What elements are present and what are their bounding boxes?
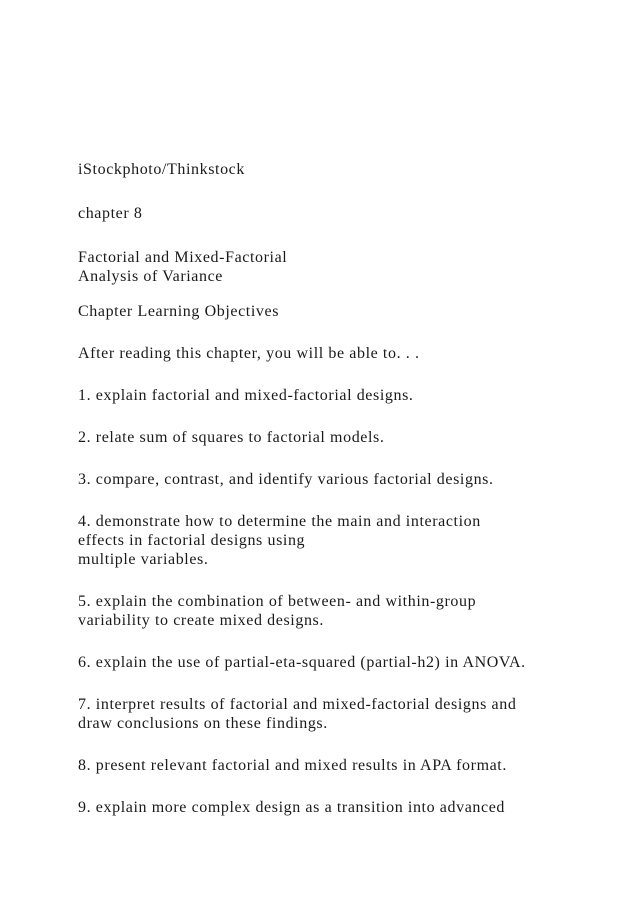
- objective-line: 7. interpret results of factorial and mixed-factorial designs and: [78, 696, 517, 713]
- objective-line: multiple variables.: [78, 551, 209, 568]
- photo-credit: iStockphoto/Thinkstock: [78, 161, 245, 178]
- chapter-title-line-1: Factorial and Mixed-Factorial: [78, 249, 288, 266]
- objective-line: 8. present relevant factorial and mixed results in APA format.: [78, 757, 507, 774]
- chapter-title-line-2: Analysis of Variance: [78, 268, 223, 285]
- objective-line: 3. compare, contrast, and identify various factorial designs.: [78, 471, 494, 488]
- objective-line: 6. explain the use of partial-eta-squared (partial-h2) in ANOVA.: [78, 654, 526, 671]
- objective-line: 4. demonstrate how to determine the main and interaction: [78, 513, 481, 530]
- intro-text: After reading this chapter, you will be able to. . .: [78, 345, 420, 362]
- chapter-label: chapter 8: [78, 205, 143, 222]
- objective-line: variability to create mixed designs.: [78, 612, 324, 629]
- objective-line: 2. relate sum of squares to factorial models.: [78, 429, 385, 446]
- objective-line: effects in factorial designs using: [78, 532, 306, 549]
- objective-line: 1. explain factorial and mixed-factorial designs.: [78, 387, 414, 404]
- objective-line: 5. explain the combination of between- and within-group: [78, 593, 477, 610]
- objective-line: draw conclusions on these findings.: [78, 715, 328, 732]
- objective-line: 9. explain more complex design as a transition into advanced: [78, 799, 505, 816]
- section-heading: Chapter Learning Objectives: [78, 303, 280, 320]
